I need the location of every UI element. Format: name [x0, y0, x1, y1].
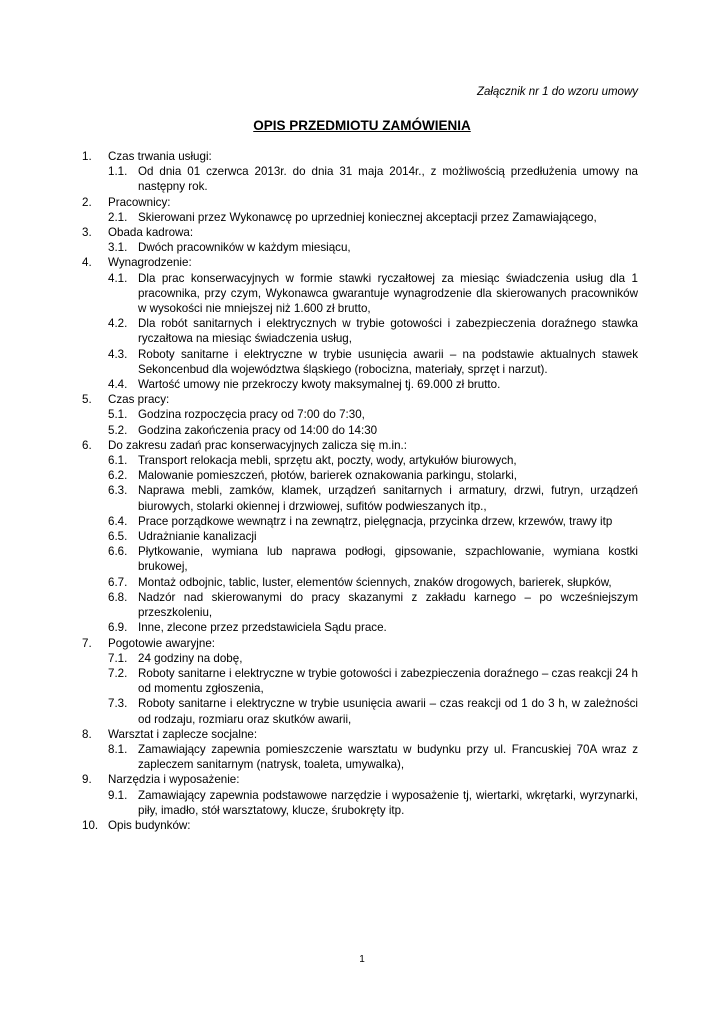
section-item	[82, 772, 638, 818]
section-body	[108, 438, 638, 636]
subsection-item	[108, 164, 638, 194]
subsection-number: 6.8.	[108, 590, 128, 604]
section-number: 9.	[82, 773, 92, 787]
section-label: Do zakresu zadań prac konserwacyjnych zalicza się m.in.:	[108, 438, 407, 452]
subsection-text: Godzina rozpoczęcia pracy od 7:00 do 7:30,	[138, 408, 365, 422]
section-item	[82, 149, 638, 195]
subsection-item	[108, 453, 638, 468]
subsection-number: 6.3.	[108, 484, 128, 498]
subsection-number: 4.2.	[108, 317, 128, 331]
subsection-number: 5.1.	[108, 408, 128, 422]
section-label: Pogotowie awaryjne:	[108, 636, 215, 650]
section-label: Narzędzia i wyposażenie:	[108, 773, 240, 787]
subsection-item	[108, 575, 638, 590]
subsection-number: 6.4.	[108, 514, 128, 528]
section-number: 1.	[82, 150, 92, 163]
subsection-item	[108, 483, 638, 513]
subsection-number: 7.1.	[108, 651, 128, 665]
subsection-item	[108, 788, 638, 818]
subsection-number: 7.2.	[108, 666, 128, 680]
section-body	[108, 149, 638, 195]
subsection-number: 9.1.	[108, 788, 128, 802]
subsection-number: 6.7.	[108, 575, 128, 589]
document-body	[82, 149, 638, 833]
subsection-text: Transport relokacja mebli, sprzętu akt, poczty, wody, artykułów biurowych,	[138, 454, 517, 468]
section-body	[108, 818, 638, 833]
section-body	[108, 636, 638, 727]
subsection-number: 7.3.	[108, 697, 128, 711]
subsection-item	[108, 316, 638, 346]
subsection-text: Prace porządkowe wewnątrz i na zewnątrz, pielęgnacja, przycinka drzew, krzewów, trawy itp	[138, 514, 613, 528]
subsection-text: Godzina zakończenia pracy od 14:00 do 14:30	[138, 423, 378, 437]
section-number: 10.	[82, 818, 99, 832]
subsection-number: 6.1.	[108, 454, 128, 468]
subsection-text: Naprawa mebli, zamków, klamek, urządzeń sanitarnych i armatury, drzwi, futryn, urządzeń biurowych, stolarki okiennej i drzwiowej, sufitów podwieszanych itp.,	[138, 484, 638, 513]
subsection-item	[108, 423, 638, 438]
subsection-number: 3.1.	[108, 241, 128, 255]
section-label: Obada kadrowa:	[108, 226, 194, 240]
section-item	[82, 255, 638, 392]
subsection-item	[108, 666, 638, 696]
subsection-number: 1.1.	[108, 165, 128, 179]
subsection-text: Dla prac konserwacyjnych w formie stawki ryczałtowej za miesiąc świadczenia usług dla 1 pracownika, przy czym, Wykonawca gwarantuje wynagrodzenie dla skierowanych pracowników w wysokości nie mniejszej niż 1.600 zł brutto,	[138, 271, 638, 316]
section-item	[82, 392, 638, 438]
page-number: 1	[359, 954, 365, 965]
subsection-item	[108, 696, 638, 726]
subsection-text: Płytkowanie, wymiana lub naprawa podłogi, gipsowanie, szpachlowanie, wymiana kostki brukowej,	[138, 545, 638, 574]
section-body	[108, 772, 638, 818]
subsection-text: Zamawiający zapewnia pomieszczenie warsztatu w budynku przy ul. Francuskiej 70A wraz z zapleczem sanitarnym (natrysk, toaleta, umywalka),	[138, 742, 638, 772]
section-label: Pracownicy:	[108, 195, 171, 209]
subsection-number: 5.2.	[108, 423, 128, 437]
subsection-text: Roboty sanitarne i elektryczne w trybie usunięcia awarii – na podstawie aktualnych stawek Sekoncenbud dla województwa śląskiego (robocizna, materiały, sprzęt i narzut).	[138, 347, 638, 376]
subsection-text: Roboty sanitarne i elektryczne w trybie gotowości i zabezpieczenia doraźnego – czas reakcji 24 h od momentu zgłoszenia,	[138, 666, 638, 696]
subsection-text: Inne, zlecone przez przedstawiciela Sądu prace.	[138, 621, 387, 635]
subsection-number: 6.2.	[108, 469, 128, 483]
subsection-text: Udrażnianie kanalizacji	[138, 530, 257, 544]
annex-note: Załącznik nr 1 do wzoru umowy	[476, 86, 638, 98]
subsection-number: 8.1.	[108, 742, 128, 756]
subsection-text: Nadzór nad skierowanymi do pracy skazanymi z zakładu karnego – po wcześniejszym przeszkoleniu,	[138, 590, 638, 620]
subsection-number: 4.1.	[108, 271, 128, 285]
section-body	[108, 255, 638, 392]
subsection-item	[108, 407, 638, 422]
section-label: Wynagrodzenie:	[108, 256, 192, 270]
section-label: Czas trwania usługi:	[108, 150, 212, 163]
subsection-text: Wartość umowy nie przekroczy kwoty maksymalnej tj. 69.000 zł brutto.	[138, 378, 501, 392]
section-item	[82, 727, 638, 773]
subsection-text: Zamawiający zapewnia podstawowe narzędzie i wyposażenie tj, wiertarki, wkrętarki, wyrzynarki, piły, imadło, stół warsztatowy, klucze, śrubokręty itp.	[138, 788, 638, 817]
subsection-item	[108, 590, 638, 620]
section-item	[82, 225, 638, 255]
section-item	[82, 438, 638, 636]
subsection-item	[108, 347, 638, 377]
section-number: 8.	[82, 727, 92, 741]
subsection-text: Malowanie pomieszczeń, płotów, barierek oznakowania parkingu, stolarki,	[138, 469, 517, 483]
section-label: Opis budynków:	[108, 818, 191, 832]
section-item	[82, 195, 638, 225]
section-body	[108, 727, 638, 773]
subsection-text: Montaż odbojnic, tablic, luster, elementów ściennych, znaków drogowych, barierek, słupków,	[138, 575, 612, 589]
subsection-item	[108, 514, 638, 529]
section-body	[108, 225, 638, 255]
section-number: 3.	[82, 226, 92, 240]
section-body	[108, 195, 638, 225]
subsection-text: 24 godziny na dobę,	[138, 651, 243, 665]
subsection-number: 6.9.	[108, 621, 128, 635]
subsection-item	[108, 651, 638, 666]
section-number: 2.	[82, 195, 92, 209]
subsection-item	[108, 468, 638, 483]
document-title: OPIS PRZEDMIOTU ZAMÓWIENIA	[253, 118, 471, 133]
subsection-text: Roboty sanitarne i elektryczne w trybie usunięcia awarii – czas reakcji od 1 do 3 h, w zależności od rodzaju, rozmiaru oraz skutków awarii,	[138, 697, 638, 726]
subsection-number: 6.5.	[108, 530, 128, 544]
section-label: Czas pracy:	[108, 393, 170, 407]
subsection-item	[108, 620, 638, 635]
section-body	[108, 392, 638, 438]
section-number: 5.	[82, 393, 92, 407]
subsection-item	[108, 377, 638, 392]
subsection-item	[108, 742, 638, 772]
section-number: 6.	[82, 438, 92, 452]
subsection-text: Od dnia 01 czerwca 2013r. do dnia 31 maja 2014r., z możliwością przedłużenia umowy na następny rok.	[138, 165, 638, 194]
subsection-text: Skierowani przez Wykonawcę po uprzedniej koniecznej akceptacji przez Zamawiającego,	[138, 210, 597, 224]
subsection-item	[108, 240, 638, 255]
subsection-text: Dla robót sanitarnych i elektrycznych w trybie gotowości i zabezpieczenia doraźnego stawka ryczałtowa na miesiąc świadczenia usług,	[138, 317, 638, 346]
section-item	[82, 818, 638, 833]
section-number: 4.	[82, 256, 92, 270]
subsection-number: 4.3.	[108, 347, 128, 361]
subsection-number: 4.4.	[108, 378, 128, 392]
subsection-item	[108, 210, 638, 225]
subsection-item	[108, 544, 638, 574]
section-label: Warsztat i zaplecze socjalne:	[108, 727, 258, 741]
subsection-number: 2.1.	[108, 210, 128, 224]
section-item	[82, 636, 638, 727]
section-number: 7.	[82, 636, 92, 650]
subsection-item	[108, 529, 638, 544]
subsection-number: 6.6.	[108, 545, 128, 559]
subsection-item	[108, 271, 638, 317]
subsection-text: Dwóch pracowników w każdym miesiącu,	[138, 241, 351, 255]
